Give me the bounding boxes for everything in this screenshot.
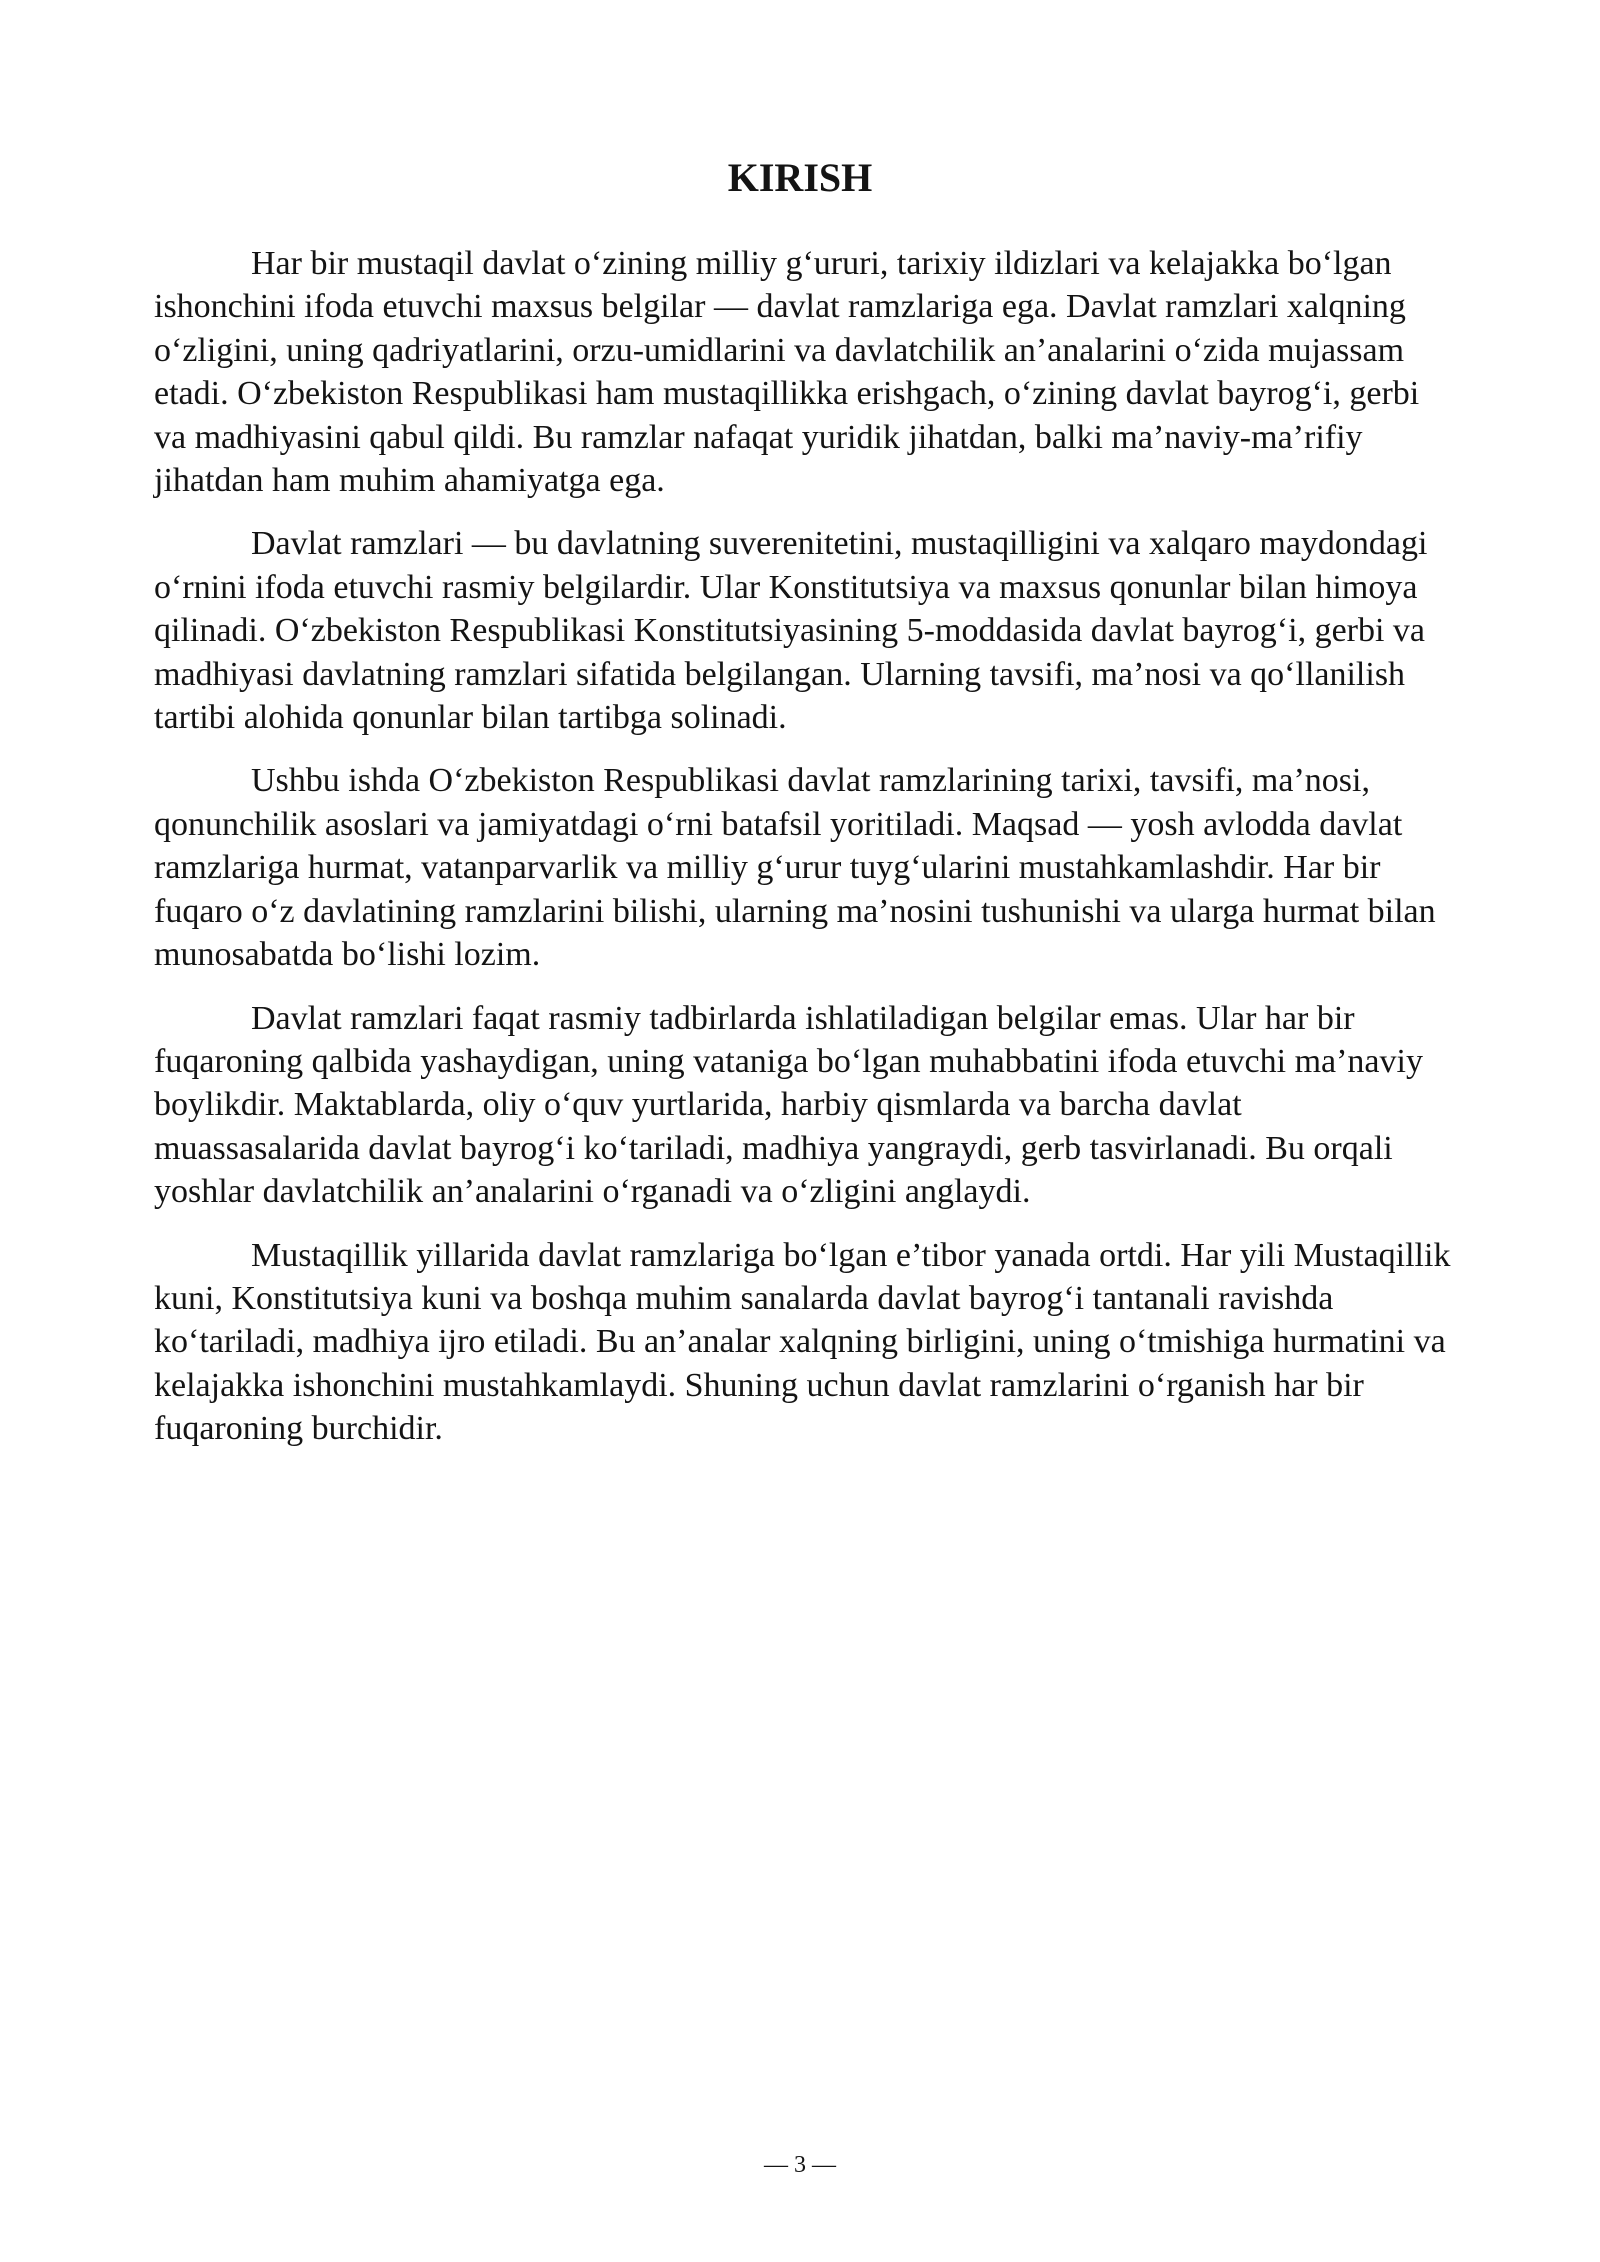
- paragraph: Davlat ramzlari — bu davlatning suverenitetini, mustaqilligini va xalqaro maydondagi o‘rnini ifoda etuvchi rasmiy belgilardir. Ular Konstitutsiya va maxsus qonunlar bilan himoya qilinadi. O‘zbekiston Respublikasi Konstitutsiyasining 5-moddasida davlat bayrog‘i, gerbi va madhiyasi davlatning ramzlari sifatida belgilangan. Ularning tavsifi, ma’nosi va qo‘llanilish tartibi alohida qonunlar bilan tartibga solinadi.: [154, 525, 1428, 737]
- paragraph: Davlat ramzlari faqat rasmiy tadbirlarda ishlatiladigan belgilar emas. Ular har bir fuqaroning qalbida yashaydigan, uning vataniga bo‘lgan muhabbatini ifoda etuvchi ma’naviy boylikdir. Maktablarda, oliy o‘quv yurtlarida, harbiy qismlarda va barcha davlat muassasalarida davlat bayrog‘i ko‘tariladi, madhiya yangraydi, gerb tasvirlanadi. Bu orqali yoshlar davlatchilik an’analarini o‘rganadi va o‘zligini anglaydi.: [154, 999, 1423, 1211]
- page-number: — 3 —: [764, 2152, 836, 2178]
- page-heading: KIRISH: [727, 155, 873, 200]
- paragraph: Ushbu ishda O‘zbekiston Respublikasi davlat ramzlarining tarixi, tavsifi, ma’nosi, qonunchilik asoslari va jamiyatdagi o‘rni batafsil yoritiladi. Maqsad — yosh avlodda davlat ramzlariga hurmat, vatanparvarlik va milliy g‘urur tuyg‘ularini mustahkamlashdir. Har bir fuqaro o‘z davlatining ramzlarini bilishi, ularning ma’nosini tushunishi va ularga hurmat bilan munosabatda bo‘lishi lozim.: [154, 762, 1436, 974]
- paragraph: Mustaqillik yillarida davlat ramzlariga bo‘lgan e’tibor yanada ortdi. Har yili Mustaqillik kuni, Konstitutsiya kuni va boshqa muhim sanalarda davlat bayrog‘i tantanali ravishda ko‘tariladi, madhiya ijro etiladi. Bu an’analar xalqning birligini, uning o‘tmishiga hurmatini va kelajakka ishonchini mustahkamlaydi. Shuning uchun davlat ramzlarini o‘rganish har bir fuqaroning burchidir.: [154, 1236, 1451, 1448]
- paragraph: Har bir mustaqil davlat o‘zining milliy g‘ururi, tarixiy ildizlari va kelajakka bo‘lgan ishonchini ifoda etuvchi maxsus belgilar — davlat ramzlariga ega. Davlat ramzlari xalqning o‘zligini, uning qadriyatlarini, orzu-umidlarini va davlatchilik an’analarini o‘zida mujassam etadi. O‘zbekiston Respublikasi ham mustaqillikka erishgach, o‘zining davlat bayrog‘i, gerbi va madhiyasini qabul qildi. Bu ramzlar nafaqat yuridik jihatdan, balki ma’naviy-ma’rifiy jihatdan ham muhim ahamiyatga ega.: [154, 245, 1420, 500]
- body-text: [154, 242, 1454, 1471]
